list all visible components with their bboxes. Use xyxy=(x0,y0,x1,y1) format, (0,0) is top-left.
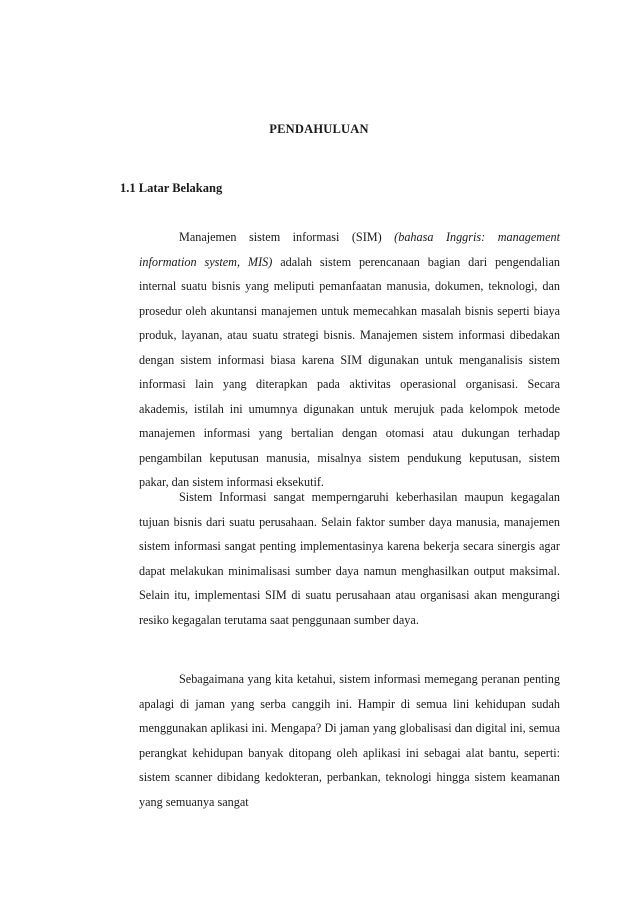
section-heading: 1.1 Latar Belakang xyxy=(120,181,223,195)
paragraph-italic-term: (bahasa Inggris: management information system, MIS) xyxy=(139,230,560,269)
paragraph-sim-definition xyxy=(139,225,560,495)
chapter-title: PENDAHULUAN xyxy=(269,122,369,136)
paragraph-sim-role xyxy=(139,667,560,814)
paragraph-text: Sebagaimana yang kita ketahui, sistem informasi memegang peranan penting apalagi di jaman yang serba canggih ini. Hampir di semua lini kehidupan sudah menggunakan aplikasi ini. Mengapa? Di jaman yang globalisasi dan digital ini, semua perangkat kehidupan banyak ditopang oleh aplikasi ini sebagai alat bantu, seperti: sistem scanner dibidang kedokteran, perbankan, teknologi hingga sistem keamanan yang semuanya sangat xyxy=(139,672,560,809)
paragraph-text: adalah sistem perencanaan bagian dari pengendalian internal suatu bisnis yang meliputi pemanfaatan manusia, dokumen, teknologi, dan prosedur oleh akuntansi manajemen untuk memecahkan masalah bisnis seperti biaya produk, layanan, atau suatu strategi bisnis. Manajemen sistem informasi dibedakan dengan sistem informasi biasa karena SIM digunakan untuk menganalisis sistem informasi lain yang diterapkan pada aktivitas operasional organisasi. Secara akademis, istilah ini umumnya digunakan untuk merujuk pada kelompok metode manajemen informasi yang bertalian dengan otomasi atau dukungan terhadap pengambilan keputusan manusia, misalnya sistem pendukung keputusan, sistem pakar, dan sistem informasi eksekutif. xyxy=(139,254,560,489)
paragraph-text: Sistem Informasi sangat memperngaruhi keberhasilan maupun kegagalan tujuan bisnis dari suatu perusahaan. Selain faktor sumber daya manusia, manajemen sistem informasi sangat penting implementasinya karena bekerja secara sinergis agar dapat melakukan minimalisasi sumber daya namun menghasilkan output maksimal. Selain itu, implementasi SIM di suatu perusahaan atau organisasi akan mengurangi resiko kegagalan terutama saat penggunaan sumber daya. xyxy=(139,490,560,627)
paragraph-text: Manajemen sistem informasi (SIM) xyxy=(179,230,395,244)
paragraph-sim-importance xyxy=(139,485,560,632)
